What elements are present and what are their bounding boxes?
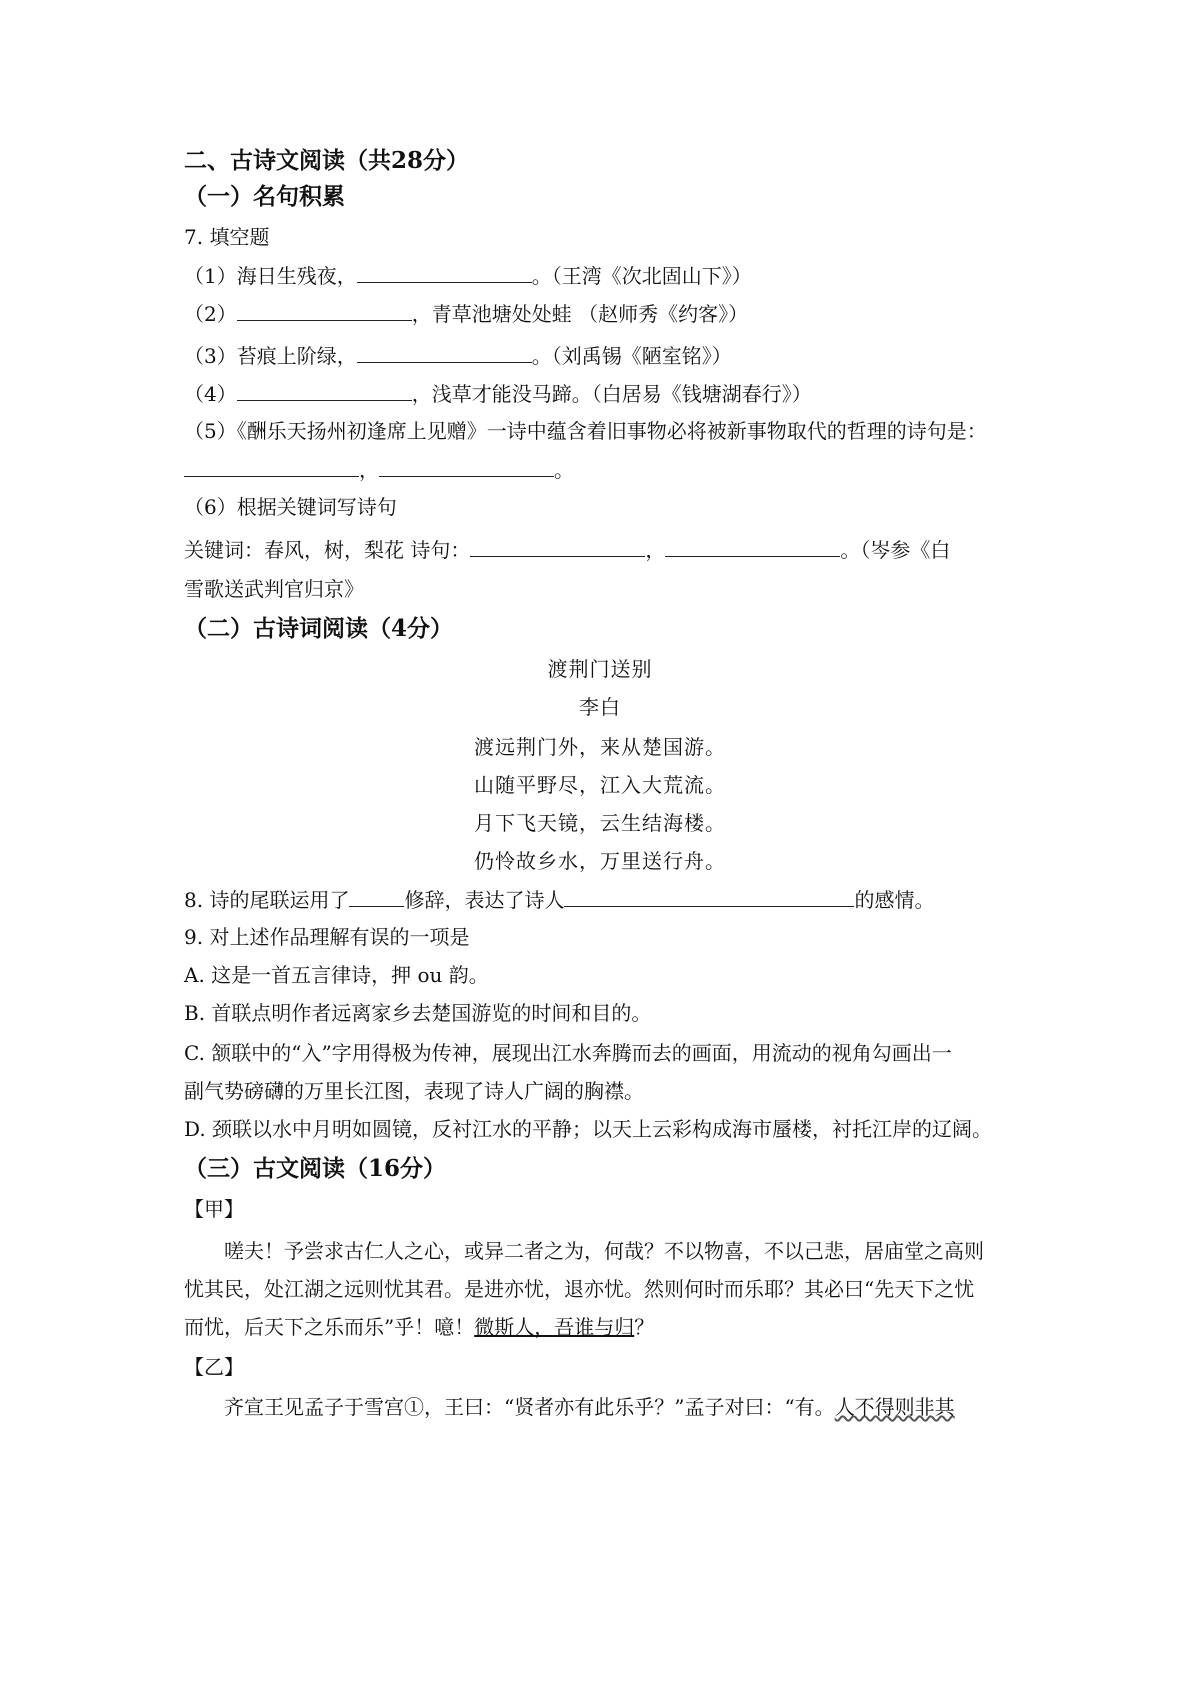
question-7-2-prefix: （2） (184, 302, 237, 326)
comma: ， (359, 458, 379, 482)
passage-jia-line2: 忧其民，处江湖之远则忧其君。是进亦忧，退亦忧。然则何时而乐耶？其必曰“先天下之忧 (184, 1277, 975, 1301)
part1-title: （一）名句积累 (184, 183, 345, 210)
section-title: 二、古诗文阅读（共28分） (184, 147, 470, 174)
passage-text: ？ (634, 1315, 655, 1339)
question-7-6-keywords (184, 536, 1026, 563)
question-7-1 (184, 262, 1026, 289)
passage-yi-label: 【乙】 (184, 1355, 244, 1379)
option-a: A. 这是一首五言律诗，押 ou 韵。 (184, 963, 489, 987)
question-7-6: （6）根据关键词写诗句 (184, 495, 397, 519)
keywords-label: 关键词：春风，树，梨花 诗句： (184, 538, 471, 562)
passage-jia-label: 【甲】 (184, 1197, 244, 1221)
question-7-4-prefix: （4） (184, 382, 237, 406)
question-7-1-prefix: （1）海日生残夜， (184, 264, 357, 288)
question-7-4-suffix: ，浅草才能没马蹄。（白居易《钱塘湖春行》） (411, 382, 812, 406)
answer-blank[interactable] (665, 536, 840, 557)
answer-blank[interactable] (357, 342, 532, 363)
question-8-prefix: 8. 诗的尾联运用了 (184, 888, 350, 912)
comma: ， (645, 538, 666, 562)
underlined-sentence: 微斯人，吾谁与归 (474, 1315, 635, 1339)
answer-blank[interactable] (184, 456, 359, 477)
answer-blank[interactable] (470, 536, 645, 557)
option-c-line1: C. 颔联中的“入”字用得极为传神，展现出江水奔腾而去的画面，用流动的视角勾画出一 (184, 1041, 952, 1065)
question-7-3 (184, 342, 1026, 369)
question-7-6-source: 雪歌送武判官归京》 (184, 577, 364, 601)
question-7-3-suffix: 。（刘禹锡《陋室铭》） (531, 344, 732, 368)
part3-title: （三）古文阅读（16分） (184, 1155, 447, 1182)
question-7-1-suffix: 。（王湾《次北固山下》） (531, 264, 752, 288)
poem-line: 渡远荆门外，来从楚国游。 (474, 735, 726, 759)
wavy-underlined-sentence: 人不得则非其 (834, 1395, 955, 1419)
answer-blank[interactable] (349, 886, 404, 907)
poem-author: 李白 (579, 695, 621, 719)
poem-line: 山随平野尽，江入大荒流。 (474, 773, 726, 797)
option-d: D. 颈联以水中月明如圆镜，反衬江水的平静；以天上云彩构成海市蜃楼，衬托江岸的辽阔。 (184, 1117, 993, 1141)
poem-line: 月下飞天镜，云生结海楼。 (474, 811, 726, 835)
answer-blank[interactable] (357, 262, 532, 283)
question-7-5: （5）《酬乐天扬州初逢席上见赠》一诗中蕴含着旧事物必将被新事物取代的哲理的诗句是： (184, 419, 987, 443)
part2-title: （二）古诗词阅读（4分） (184, 615, 454, 642)
option-c-line2: 副气势磅礴的万里长江图，表现了诗人广阔的胸襟。 (184, 1079, 644, 1103)
question-7-3-prefix: （3）苔痕上阶绿， (184, 344, 357, 368)
question-8-middle: 修辞，表达了诗人 (404, 888, 565, 912)
question-7-title: 7. 填空题 (184, 225, 270, 249)
question-7-5-answer (184, 456, 1026, 483)
period: 。 (554, 458, 574, 482)
poem-line: 仍怜故乡水，万里送行舟。 (474, 849, 726, 873)
question-7-2 (184, 300, 1026, 327)
passage-text: 齐宣王见孟子于雪宫①，王曰：“贤者亦有此乐乎？”孟子对曰：“有。 (224, 1395, 835, 1419)
option-b: B. 首联点明作者远离家乡去楚国游览的时间和目的。 (184, 1001, 652, 1025)
question-8 (184, 886, 1026, 913)
answer-blank[interactable] (564, 886, 854, 907)
passage-text: 而忧，后天下之乐而乐”乎！噫！ (184, 1315, 475, 1339)
passage-jia-line1: 嗟夫！予尝求古仁人之心，或异二者之为，何哉？不以物喜，不以己悲，居庙堂之高则 (224, 1239, 984, 1263)
answer-blank[interactable] (237, 300, 412, 321)
question-7-4 (184, 380, 1026, 407)
question-8-suffix: 的感情。 (854, 888, 935, 912)
question-7-2-suffix: ，青草池塘处处蛙 （赵师秀《约客》） (411, 302, 749, 326)
source-start: 。（岑参《白 (840, 538, 951, 562)
passage-yi-line1 (224, 1394, 1026, 1420)
question-9: 9. 对上述作品理解有误的一项是 (184, 925, 470, 949)
answer-blank[interactable] (237, 380, 412, 401)
poem-title: 渡荆门送别 (547, 657, 653, 681)
answer-blank[interactable] (379, 456, 554, 477)
passage-jia-line3 (184, 1314, 1026, 1340)
